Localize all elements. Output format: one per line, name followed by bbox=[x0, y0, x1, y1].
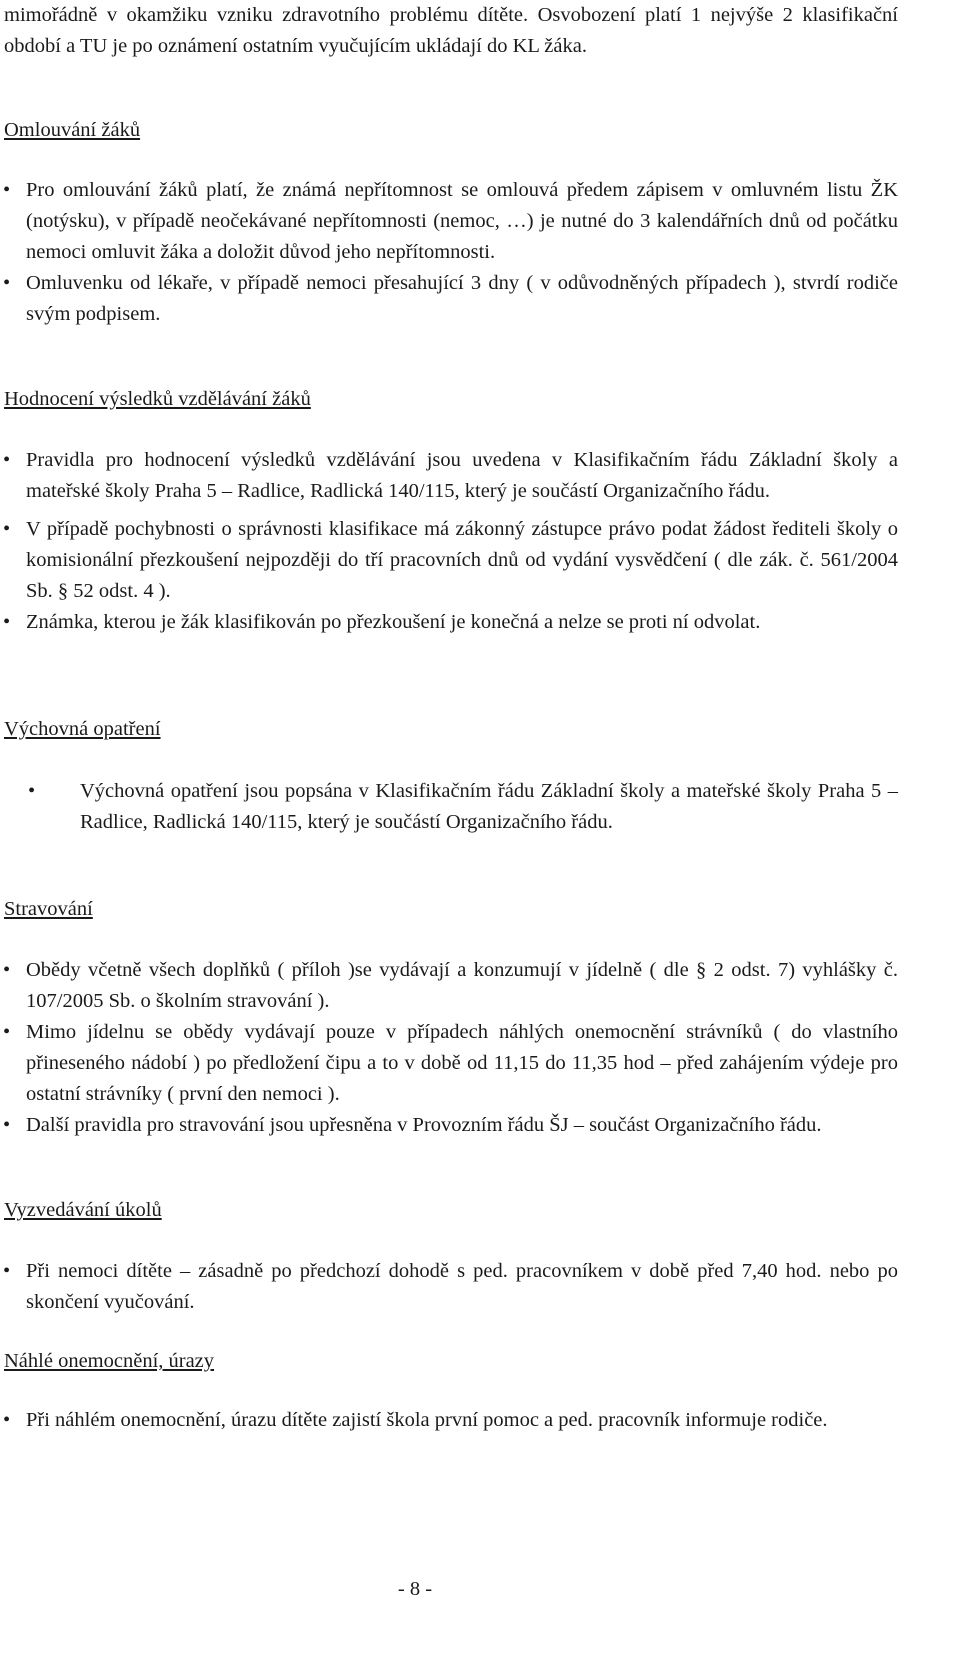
bullet-icon: • bbox=[3, 1409, 11, 1431]
bullet-icon: • bbox=[3, 959, 11, 981]
intro-paragraph: mimořádně v okamžiku vzniku zdravotního problému dítěte. Osvobození platí 1 nejvýše 2 klasifikační období a TU je po oznámení ostatním vyučujícím ukládají do KL žáka. bbox=[4, 4, 898, 57]
section-heading-vyzvedavani: Vyzvedávání úkolů bbox=[4, 1199, 162, 1221]
list-item: • Výchovná opatření jsou popsána v Klasifikačním řádu Základní školy a mateřské školy Praha 5 – Radlice, Radlická 140/115, který je součástí Organizačního řádu. bbox=[0, 776, 898, 838]
list-item: • Mimo jídelnu se obědy vydávají pouze v případech náhlých onemocnění strávníků ( do vlastního přineseného nádobí ) po předložení čipu a to v době od 11,15 do 11,35 hod – před zahájením výdeje pro ostatní strávníky ( první den nemoci ). bbox=[0, 1017, 898, 1110]
list-item: • Omluvenku od lékaře, v případě nemoci přesahující 3 dny ( v odůvodněných případech ), stvrdí rodiče svým podpisem. bbox=[0, 268, 898, 330]
bullet-icon: • bbox=[3, 1021, 11, 1043]
section-heading-nahle: Náhlé onemocnění, úrazy bbox=[4, 1350, 215, 1372]
list-item: • Při nemoci dítěte – zásadně po předchozí dohodě s ped. pracovníkem v době před 7,40 hod. nebo po skončení vyučování. bbox=[0, 1256, 898, 1318]
list-item: • Další pravidla pro stravování jsou upřesněna v Provozním řádu ŠJ – součást Organizačního řádu. bbox=[0, 1110, 898, 1141]
list-item: • V případě pochybnosti o správnosti klasifikace má zákonný zástupce právo podat žádost řediteli školy o komisionální přezkoušení nejpozději do tří pracovních dnů od vydání vysvědčení ( dle zák. č. 561/2004 Sb. § 52 odst. 4 ). bbox=[0, 514, 898, 607]
bullet-icon: • bbox=[3, 518, 11, 540]
bullet-icon: • bbox=[28, 780, 36, 802]
section-heading-omlouvani: Omlouvání žáků bbox=[4, 119, 141, 141]
page-number: - 8 - bbox=[397, 1578, 433, 1600]
list-hodnoceni bbox=[0, 445, 898, 638]
bullet-icon: • bbox=[3, 1114, 11, 1136]
list-nahle bbox=[0, 1405, 898, 1436]
list-item: • Při náhlém onemocnění, úrazu dítěte zajistí škola první pomoc a ped. pracovník informuje rodiče. bbox=[0, 1405, 898, 1436]
bullet-icon: • bbox=[3, 449, 11, 471]
list-item: • Pravidla pro hodnocení výsledků vzdělávání jsou uvedena v Klasifikačním řádu Základní školy a mateřské školy Praha 5 – Radlice, Radlická 140/115, který je součástí Organizačního řádu. bbox=[0, 445, 898, 507]
section-heading-vychovna: Výchovná opatření bbox=[4, 718, 161, 740]
section-heading-stravovani: Stravování bbox=[4, 898, 93, 920]
bullet-icon: • bbox=[3, 611, 11, 633]
list-item: • Obědy včetně všech doplňků ( příloh )se vydávají a konzumují v jídelně ( dle § 2 odst. 7) vyhlášky č. 107/2005 Sb. o školním stravování ). bbox=[0, 955, 898, 1017]
section-heading-hodnoceni: Hodnocení výsledků vzdělávání žáků bbox=[4, 388, 311, 410]
bullet-icon: • bbox=[3, 1260, 11, 1282]
list-item: • Známka, kterou je žák klasifikován po přezkoušení je konečná a nelze se proti ní odvolat. bbox=[0, 607, 898, 638]
list-stravovani bbox=[0, 955, 898, 1141]
list-item: • Pro omlouvání žáků platí, že známá nepřítomnost se omlouvá předem zápisem v omluvném listu ŽK (notýsku), v případě neočekávané nepřítomnosti (nemoc, …) je nutné do 3 kalendářních dnů od počátku nemoci omluvit žáka a doložit důvod jeho nepřítomnosti. bbox=[0, 175, 898, 268]
bullet-icon: • bbox=[3, 272, 11, 294]
list-vychovna bbox=[0, 776, 898, 838]
list-vyzvedavani bbox=[0, 1256, 898, 1318]
bullet-icon: • bbox=[3, 179, 11, 201]
list-omlouvani bbox=[0, 175, 898, 330]
